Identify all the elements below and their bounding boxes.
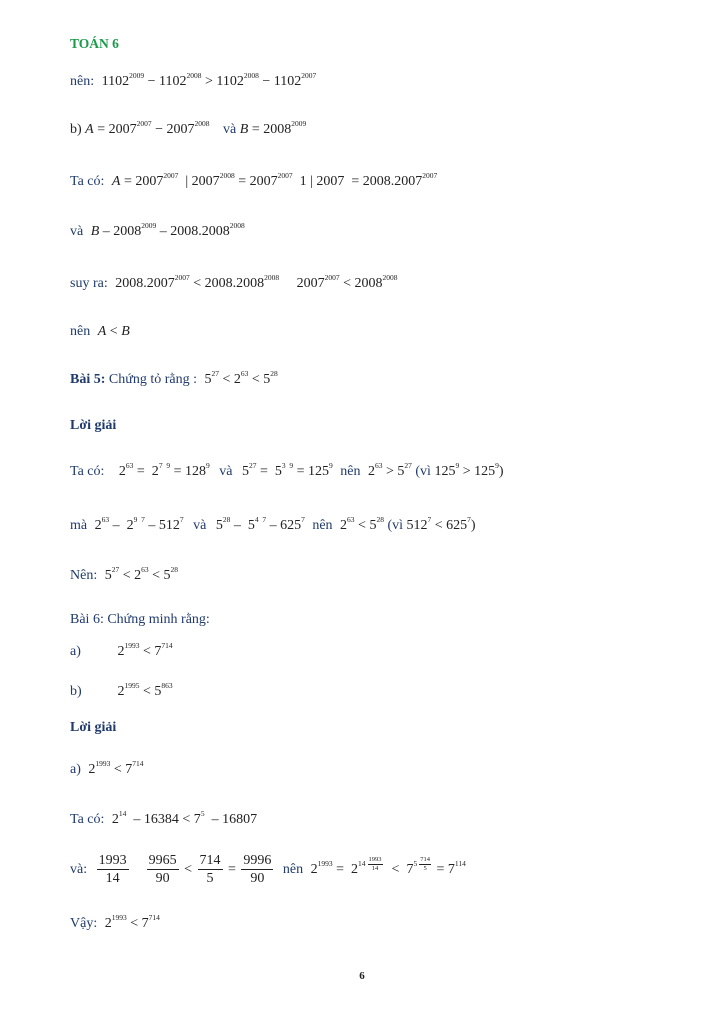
connector-word: và	[219, 464, 233, 479]
connector-word: nên	[282, 862, 304, 877]
math-expression: $2^{14} - 16384 < 7^5 - 16807$	[111, 809, 258, 827]
part-label: b)	[70, 684, 82, 699]
exercise-title: Bài 5:	[70, 372, 106, 387]
math-expression: $512^7 < 625^7$)	[406, 515, 476, 533]
text-line	[70, 274, 398, 294]
math-expression: $5^{27} < 2^{63} < 5^{28}$	[204, 369, 278, 387]
text-line	[70, 810, 257, 830]
lead-word: Nên:	[70, 568, 98, 583]
lead-word: nên	[70, 324, 91, 339]
math-expression: $2008.2007^{2007} < 2008.2008^{2008}$ $2007^{2007} < 2008^{2008}$	[115, 273, 398, 291]
exercise-5-statement	[70, 370, 278, 390]
text-line	[70, 760, 144, 780]
lead-word: Ta có:	[70, 464, 105, 479]
connector-word: và	[223, 122, 237, 137]
connector-word: và	[193, 518, 207, 533]
math-expression: $2^{1993} = 2^{14}$ $\frac{1993}{14}$ < $7^5$ $\frac{714}{5}$ = $7^{114}$	[310, 856, 466, 877]
math-expression: $1102^{2009} - 1102^{2008} > 1102^{2008} - 1102^{2007}$	[101, 71, 317, 89]
math-expression: $A = 2007^{2007}$ | $2007^{2008} = 2007^{2007}$ 1 | $2007 = 2008.2007^{2007}$	[111, 171, 438, 189]
solution-heading: Lời giải	[70, 418, 117, 433]
text-line	[70, 914, 160, 934]
part-label: a)	[70, 762, 81, 777]
exercise-text: Chứng tỏ rằng :	[108, 372, 197, 387]
text-line	[70, 222, 245, 242]
math-expression: $\frac{1993}{14}$ $\frac{9965}{90}$ < $\frac{714}{5}$ = $\frac{9996}{90}$	[98, 853, 272, 887]
exercise-part-b	[70, 682, 173, 702]
lead-word: Vậy:	[70, 916, 98, 931]
lead-word: Ta có:	[70, 174, 105, 189]
math-expression: $5^{27} < 2^{63} < 5^{28}$	[104, 565, 179, 583]
text-line	[70, 566, 178, 586]
math-expression: A < B	[97, 324, 130, 339]
math-expression: b) $A = 2007^{2007} - 2007^{2008}$	[70, 119, 210, 137]
lead-word: mà	[70, 518, 88, 533]
text-line	[70, 462, 504, 482]
math-expression: $2^{1993} < 7^{714}$	[104, 913, 160, 931]
math-expression: $2^{1993} < 7^{714}$	[88, 759, 144, 777]
lead-word: và:	[70, 862, 88, 877]
text-line	[70, 120, 306, 140]
math-expression: $2^{63} = 2^{7 9} = 128^9$	[111, 461, 210, 479]
connector-word: (vì	[387, 518, 404, 533]
math-expression: B – $2008^{2009} - 2008.2008^{2008}$	[90, 221, 245, 239]
lead-word: nên:	[70, 74, 95, 89]
connector-word: nên	[340, 464, 361, 479]
math-expression: $2^{63} < 5^{28}$	[340, 515, 384, 533]
page-number: 6	[359, 970, 365, 982]
text-line	[70, 72, 316, 92]
solution-heading: Lời giải	[70, 720, 117, 735]
text-line	[70, 516, 476, 536]
text-line	[70, 852, 466, 892]
math-expression: $5^{28} - 5^{4 7} - 625^7$	[215, 515, 305, 533]
exercise-6-statement: Bài 6: Chứng minh rằng:	[70, 612, 210, 627]
math-expression: $2^{1993} < 7^{714}$	[117, 641, 173, 659]
math-expression: $125^9 > 125^9$)	[434, 461, 504, 479]
lead-word: suy ra:	[70, 276, 108, 291]
math-expression: $5^{27} = 5^{3 9} = 125^9$	[241, 461, 333, 479]
part-label: a)	[70, 644, 81, 659]
page-header: TOÁN 6	[70, 36, 119, 51]
connector-word: nên	[312, 518, 333, 533]
lead-word: Ta có:	[70, 812, 105, 827]
math-expression: $2^{63} > 5^{27}$	[367, 461, 412, 479]
text-line	[70, 322, 130, 342]
math-expression: $2^{63} - 2^{9 7} - 512^7$	[94, 515, 184, 533]
connector-word: (vì	[415, 464, 431, 479]
text-line	[70, 172, 437, 192]
math-expression: $2^{1995} < 5^{863}$	[117, 681, 173, 699]
lead-word: và	[70, 224, 84, 239]
math-expression: $B = 2008^{2009}$	[239, 119, 307, 137]
exercise-part-a	[70, 642, 173, 662]
